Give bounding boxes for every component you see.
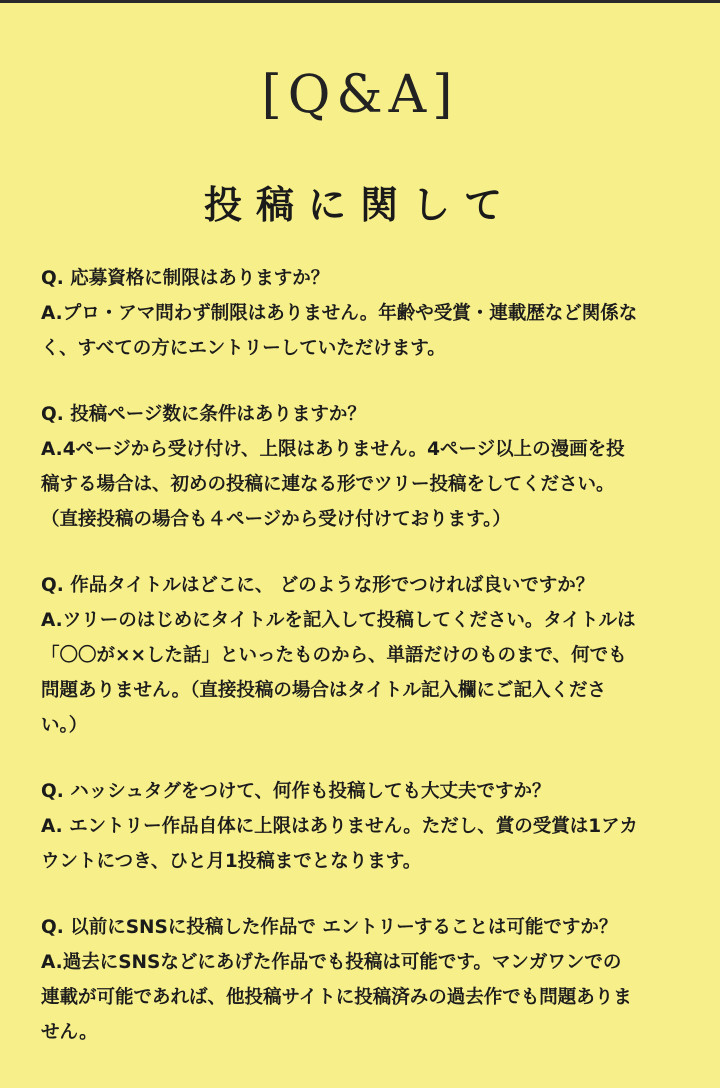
question-text: Q. 作品タイトルはどこに、 どのような形でつければ良いですか？	[41, 575, 595, 596]
qa-item	[41, 262, 689, 366]
qa-item	[41, 775, 689, 879]
qa-item	[41, 569, 689, 743]
answer-line: 連載が可能であれば、他投稿サイトに投稿済みの過去作でも問題ありま	[41, 987, 632, 1008]
answer-text	[41, 296, 689, 366]
answer-line: A. エントリー作品自体に上限はありません。ただし、賞の受賞は1アカ	[41, 816, 638, 837]
answer-text	[41, 945, 689, 1050]
answer-line: 稿する場合は、初めの投稿に連なる形でツリー投稿をしてください。	[41, 474, 615, 495]
question-text: Q. 以前にSNSに投稿した作品で エントリーすることは可能ですか？	[41, 917, 618, 938]
answer-line: ウントにつき、ひと月1投稿までとなります。	[41, 851, 422, 872]
answer-line: い。）	[41, 715, 88, 736]
qa-item	[41, 398, 689, 537]
section-title: 投稿に関して	[203, 182, 516, 227]
question-text: Q. 応募資格に制限はありますか？	[41, 268, 330, 289]
answer-line: 「〇〇が××した話」といったものから、単語だけのものまで、何でも	[41, 645, 627, 666]
qa-item	[41, 911, 689, 1050]
qa-list	[41, 262, 689, 1082]
answer-line: せん。	[41, 1022, 98, 1043]
question-text: Q. 投稿ページ数に条件はありますか？	[41, 404, 366, 425]
answer-text	[41, 603, 689, 743]
answer-line: く、すべての方にエントリーしていただけます。	[41, 338, 446, 359]
answer-line: A.4ページから受け付け、上限はありません。4ページ以上の漫画を投	[41, 439, 625, 460]
top-border	[0, 0, 720, 3]
question-text: Q. ハッシュタグをつけて、何作も投稿しても大丈夫ですか？	[41, 781, 551, 802]
answer-line: A.ツリーのはじめにタイトルを記入して投稿してください。タイトルは	[41, 610, 636, 631]
answer-text	[41, 432, 689, 537]
answer-line: 問題ありません。（直接投稿の場合はタイトル記入欄にご記入くださ	[41, 680, 606, 701]
answer-line: A.過去にSNSなどにあげた作品でも投稿は可能です。マンガワンでの	[41, 952, 622, 973]
answer-line: （直接投稿の場合も４ページから受け付けております。）	[41, 509, 511, 530]
answer-text	[41, 809, 689, 879]
answer-line: A.プロ・アマ問わず制限はありません。年齢や受賞・連載歴など関係な	[41, 303, 638, 324]
qa-heading: [Q&A]	[261, 65, 459, 125]
